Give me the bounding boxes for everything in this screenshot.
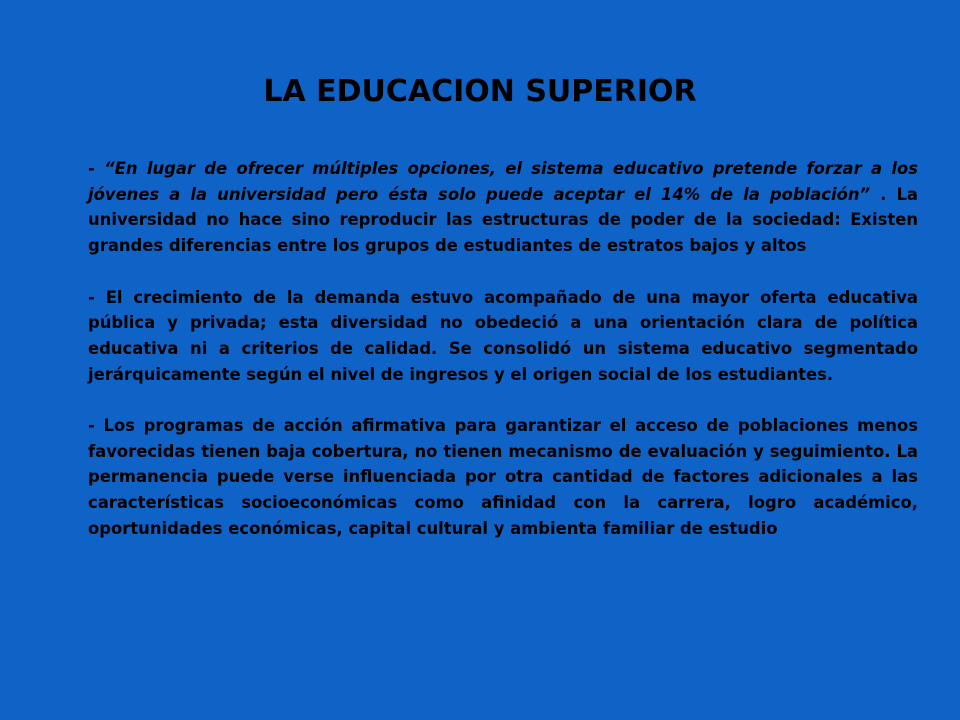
paragraph-1-prefix: -: [88, 159, 105, 178]
paragraph-3: - Los programas de acción afirmativa para garantizar el acceso de poblaciones menos favorecidas tienen baja cobertura, no tienen mecanismo de evaluación y seguimiento. La permanencia puede verse influenciada por otra cantidad de factores adicionales a las características socioeconómicas como afinidad con la carrera, logro académico, oportunidades económicas, capital cultural y ambienta familiar de estudio: [88, 416, 918, 538]
paragraph-1-text: . La universidad no hace sino reproducir las estructuras de poder de la sociedad: Existen grandes diferencias entre los grupos de estudiantes de estratos bajos y altos: [88, 184, 918, 256]
slide-body: [88, 156, 918, 567]
paragraph-1-quote: “En lugar de ofrecer múltiples opciones, el sistema educativo pretende forzar a los jóvenes a la universidad pero ésta solo puede aceptar el 14% de la población”: [88, 159, 918, 204]
paragraph-2: - El crecimiento de la demanda estuvo acompañado de una mayor oferta educativa pública y privada; esta diversidad no obedeció a una orientación clara de política educativa ni a criterios de calidad. Se consolidó un sistema educativo segmentado jerárquicamente según el nivel de ingresos y el origen social de los estudiantes.: [88, 287, 918, 384]
paragraph-1: [88, 156, 918, 259]
slide-title: LA EDUCACION SUPERIOR: [263, 74, 697, 109]
